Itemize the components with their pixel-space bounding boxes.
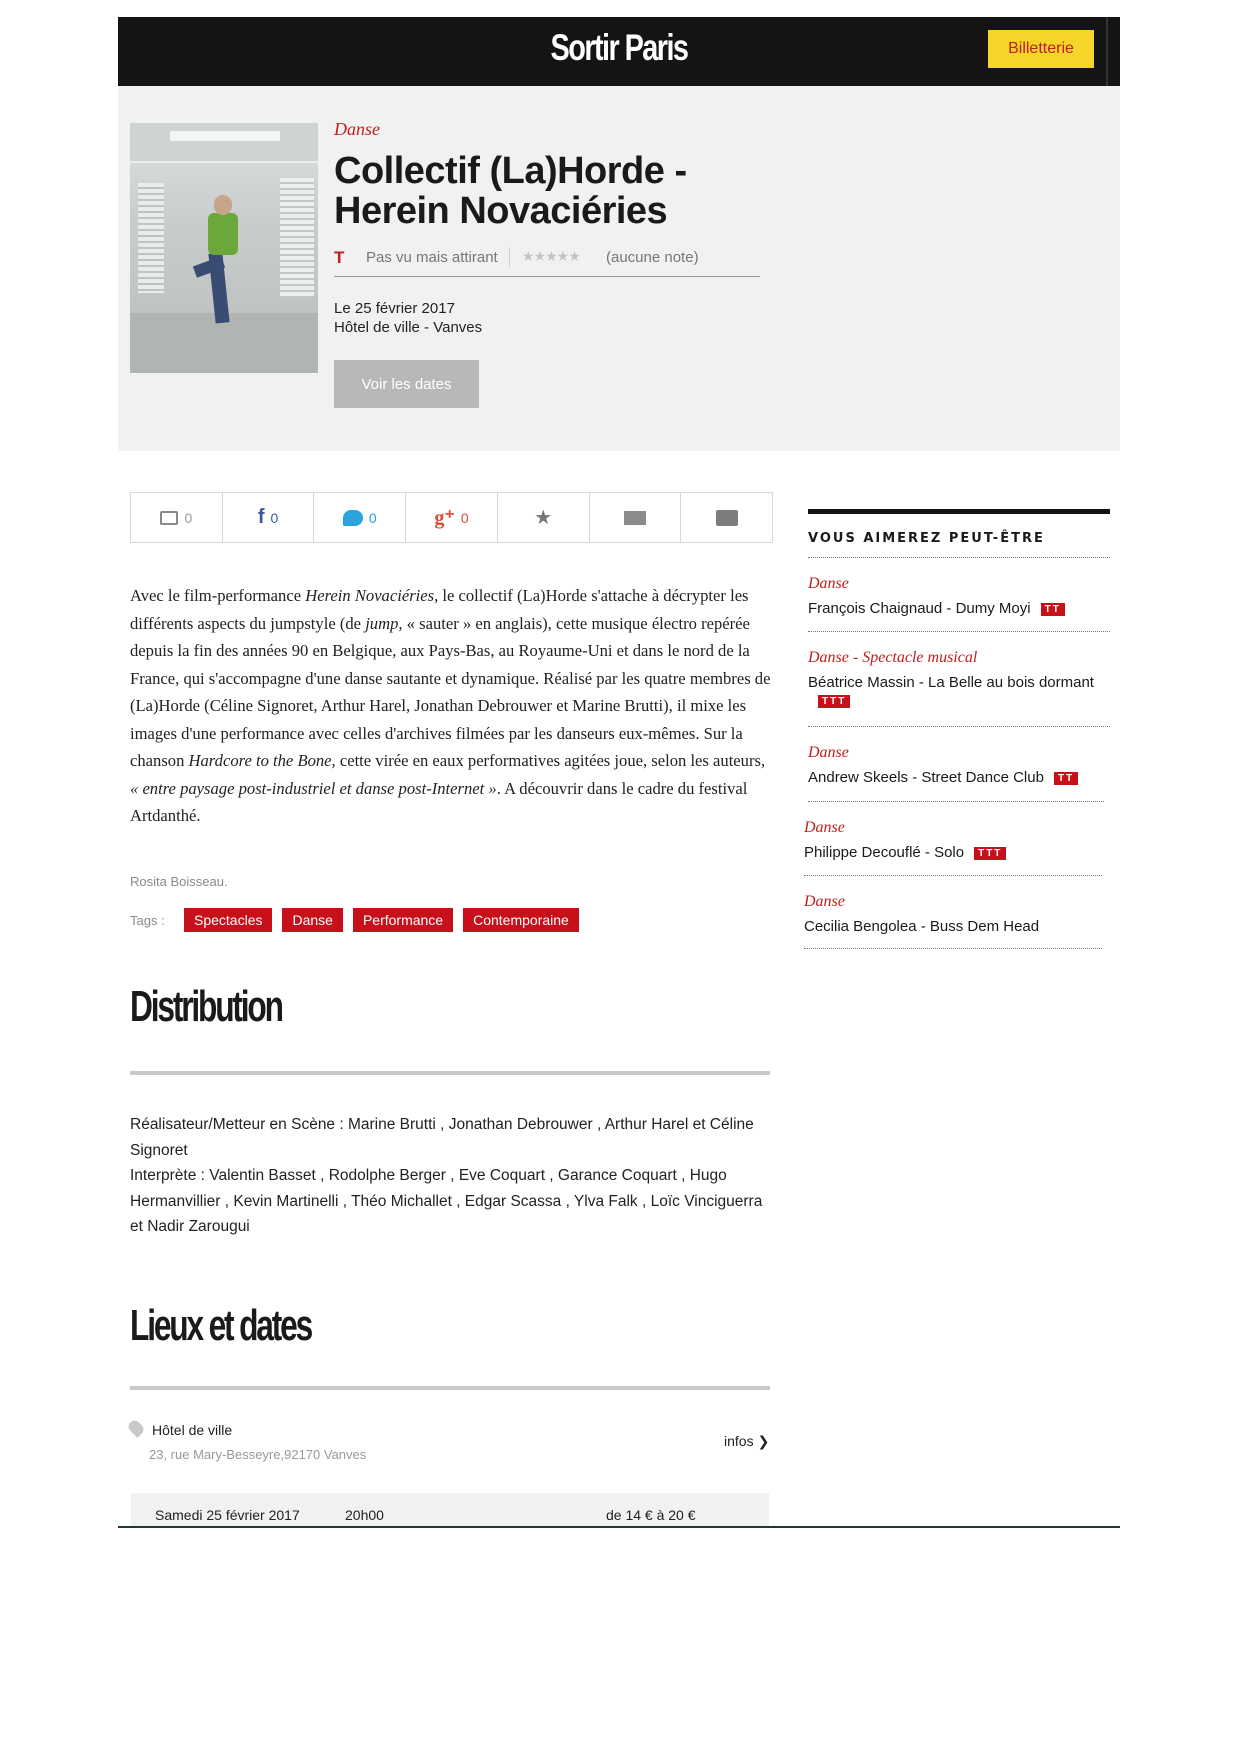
print-icon <box>716 510 738 526</box>
tag-list <box>130 908 589 932</box>
critic-t-icon: T <box>334 248 345 267</box>
event-title: Collectif (La)Horde - Herein Novaciéries <box>334 150 687 232</box>
sidebar-divider <box>808 801 1104 802</box>
article-author: Rosita Boisseau. <box>130 874 228 889</box>
print-button[interactable] <box>681 493 772 542</box>
article-emphasis: Hardcore to the Bone, <box>188 751 336 770</box>
recommendation-link[interactable] <box>808 600 1065 617</box>
distribution-credits <box>130 1112 770 1240</box>
googleplus-count: 0 <box>460 509 469 526</box>
article-body <box>130 582 775 830</box>
reader-rating: (aucune note) <box>606 249 699 266</box>
tag-link[interactable]: Performance <box>353 908 453 932</box>
recommendation-category[interactable]: Danse <box>804 893 845 910</box>
recommendation-title: Andrew Skeels - Street Dance Club <box>808 769 1044 786</box>
article-emphasis: « entre paysage post-industriel et danse post-Internet » <box>130 778 497 798</box>
star-rating-icon[interactable]: ★★★★★ <box>522 248 580 264</box>
article-text: . A découvrir dans le cadre du festival Artdanthé. <box>130 778 748 825</box>
article-text: Avec le film-performance <box>130 586 306 605</box>
recommendation-title: Philippe Decouflé - Solo <box>804 844 965 861</box>
sidebar-divider <box>804 948 1102 949</box>
twitter-icon <box>343 510 363 526</box>
critic-badge: TT <box>1041 603 1065 616</box>
article-text: « sauter » en anglais), cette musique électro repérée depuis la fin des années 90 en Belgique, aux Pays-Bas, au Royaume-Uni et dans le nord de la France, qui s'accompagne d'une danse sautante et dynamique. Réalisé par les quatre membres de (La)Horde (Céline Signoret, Arthur Harel, Jonathan Debrouwer et Marine Brutti), il mixe les images d'une performance avec celles d'archives filmées par les danseurs eux-mêmes. Sur la chanson <box>130 613 771 770</box>
ticket-button[interactable]: Billetterie <box>988 30 1094 68</box>
sidebar-divider <box>808 726 1110 727</box>
map-pin-icon <box>126 1418 146 1438</box>
facebook-icon: f <box>257 506 265 528</box>
comments-button[interactable] <box>131 493 223 542</box>
venue-infos-link[interactable] <box>724 1433 769 1450</box>
twitter-share-button[interactable] <box>314 493 406 542</box>
event-date-venue <box>334 299 482 337</box>
sidebar-divider <box>808 631 1110 632</box>
critic-rating <box>334 247 760 277</box>
tags-label: Tags : <box>130 912 165 928</box>
article-emphasis: jump, <box>365 613 403 633</box>
recommendation-category[interactable]: Danse <box>804 819 845 836</box>
recommendation-link[interactable] <box>804 918 1039 935</box>
venues-rule <box>130 1386 770 1390</box>
facebook-share-button[interactable] <box>223 493 315 542</box>
googleplus-share-button[interactable] <box>406 493 498 542</box>
email-share-button[interactable] <box>590 493 682 542</box>
recommendation-category[interactable]: Danse <box>808 575 849 592</box>
distribution-heading: Distribution <box>130 982 282 1031</box>
event-hero <box>118 86 1120 451</box>
recommendation-link[interactable] <box>804 844 1006 861</box>
critic-badge: TT <box>1054 772 1078 785</box>
chevron-right-icon: ❯ <box>757 1433 770 1449</box>
showtime-date: Samedi 25 février 2017 <box>155 1507 300 1523</box>
showtime-row <box>131 1493 769 1528</box>
star-icon: ★ <box>534 507 553 529</box>
site-header <box>118 17 1120 86</box>
recommendation-title: Cecilia Bengolea - Buss Dem Head <box>804 918 1040 935</box>
googleplus-icon: g⁺ <box>434 507 455 529</box>
comments-count: 0 <box>184 509 193 526</box>
tag-link[interactable]: Spectacles <box>184 908 272 932</box>
recommendation-title: François Chaignaud - Dumy Moyi <box>808 600 1031 617</box>
rating-separator <box>509 247 510 267</box>
facebook-count: 0 <box>270 509 279 526</box>
tag-link[interactable]: Danse <box>282 908 342 932</box>
recommendation-category[interactable]: Danse - Spectacle musical <box>808 649 978 666</box>
recommendation-category[interactable]: Danse <box>808 744 849 761</box>
event-venue: Hôtel de ville - Vanves <box>334 319 483 336</box>
sidebar-divider <box>804 875 1102 876</box>
header-divider <box>1106 17 1120 86</box>
recommendation-link[interactable] <box>808 674 1108 710</box>
recommendation-link[interactable] <box>808 769 1078 786</box>
distribution-rule <box>130 1071 770 1075</box>
sidebar-heading: VOUS AIMEREZ PEUT-ÊTRE <box>808 531 1045 546</box>
event-date: Le 25 février 2017 <box>334 300 455 317</box>
recommendation-title: Béatrice Massin - La Belle au bois dormant <box>808 674 1094 691</box>
comment-icon <box>160 511 178 525</box>
article-text: le collectif (La)Horde s'attache à décrypter les différents aspects du jumpstyle (de <box>130 586 749 633</box>
favorite-button[interactable] <box>498 493 590 542</box>
event-photo[interactable] <box>130 123 318 373</box>
sidebar-top-rule <box>808 509 1110 514</box>
critic-badge: TTT <box>974 847 1006 860</box>
critic-mention: Pas vu mais attirant <box>366 249 498 266</box>
showtime-price: de 14 € à 20 € <box>606 1507 696 1523</box>
venue-name[interactable]: Hôtel de ville <box>152 1422 233 1438</box>
tag-link[interactable]: Contemporaine <box>463 908 579 932</box>
venues-heading: Lieux et dates <box>130 1301 312 1350</box>
performer-credits: Interprète : Valentin Basset , Rodolphe Berger , Eve Coquart , Garance Coquart , Hugo Hermanvillier , Kevin Martinelli , Théo Michallet , Edgar Scassa , Ylva Falk , Loïc Vinciguerra et Nadir Zarougui <box>130 1167 763 1235</box>
page <box>118 17 1120 1528</box>
share-bar <box>130 492 773 543</box>
critic-badge: TTT <box>818 695 850 708</box>
showtime-hour: 20h00 <box>345 1507 384 1523</box>
article-emphasis: Herein Novaciéries, <box>305 586 439 605</box>
site-logo[interactable]: Sortir Paris <box>550 27 688 68</box>
director-credits: Réalisateur/Metteur en Scène : Marine Brutti , Jonathan Debrouwer , Arthur Harel et Céline Signoret <box>130 1116 754 1159</box>
mail-icon <box>624 511 646 525</box>
venue-address: 23, rue Mary-Besseyre,92170 Vanves <box>149 1447 367 1462</box>
article-text: cette virée en eaux performatives agitées joue, selon les auteurs, <box>335 751 766 770</box>
infos-label: infos <box>724 1433 754 1449</box>
event-category[interactable]: Danse <box>334 119 380 139</box>
see-dates-button[interactable]: Voir les dates <box>334 360 479 408</box>
sidebar-divider <box>808 557 1110 558</box>
twitter-count: 0 <box>368 509 377 526</box>
